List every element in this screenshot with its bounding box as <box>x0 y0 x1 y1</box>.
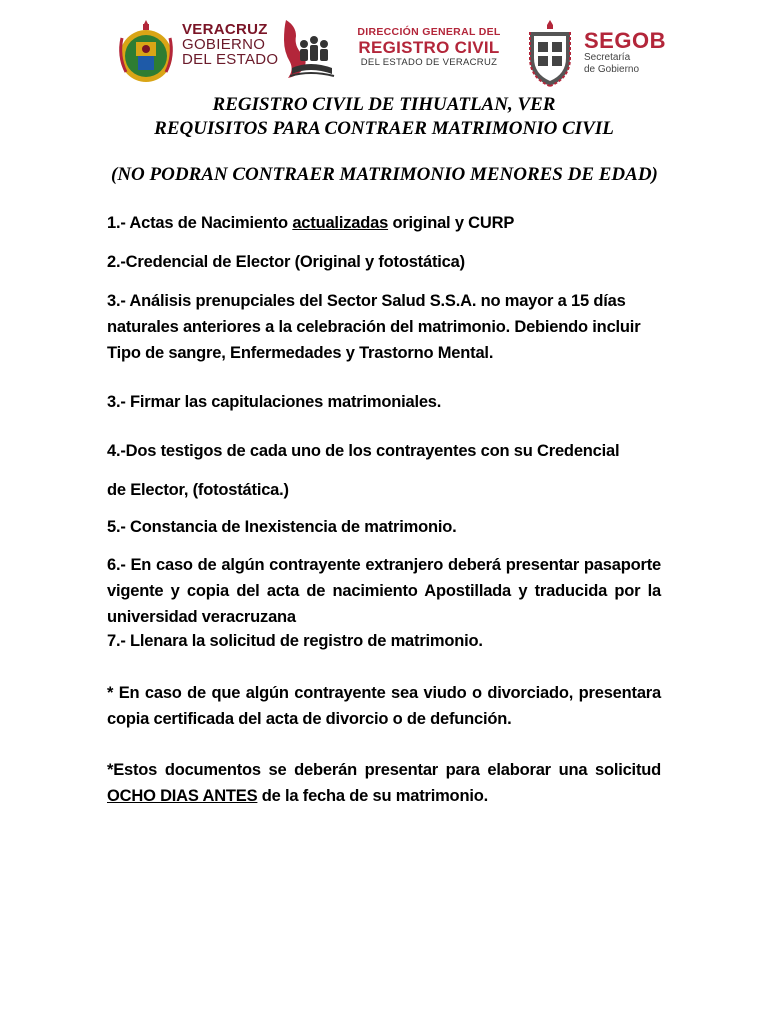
registro-civil-wordmark <box>344 26 514 68</box>
registro-civil-emblem-icon <box>276 16 340 86</box>
registro-civil-line: REGISTRO CIVIL <box>358 38 500 57</box>
requirement-3-analysis: 3.- Análisis prenupciales del Sector Salud S.S.A. no mayor a 15 días naturales anteriores a la celebración del matrimonio. Debiendo incluir Tipo de sangre, Enfermedades y Trastorno Mental. <box>107 292 641 362</box>
deadline-note <box>107 757 661 809</box>
segob-shield-icon <box>522 18 578 88</box>
gobierno-line: GOBIERNO <box>182 36 266 53</box>
document-title: REGISTRO CIVIL DE TIHUATLAN, VER <box>212 94 556 115</box>
header-logos <box>104 12 672 90</box>
veracruz-government-wordmark <box>182 22 278 67</box>
widow-divorce-note: * En caso de que algún contrayente sea viudo o divorciado, presentara copia certificada del acta de divorcio o de defunción. <box>107 684 661 728</box>
requirement-4-line2: de Elector, (fotostática.) <box>107 481 289 499</box>
requirement-4-line1: 4.-Dos testigos de cada uno de los contrayentes con su Credencial <box>107 442 620 460</box>
requirement-1-start: 1.- Actas de Nacimiento <box>107 214 293 232</box>
veracruz-line: VERACRUZ <box>182 21 268 38</box>
de-gobierno-line: de Gobierno <box>584 64 640 75</box>
requirement-1 <box>107 210 661 236</box>
minors-note: (NO PODRAN CONTRAER MATRIMONIO MENORES DE EDAD) <box>111 164 658 185</box>
requirement-7: 7.- Llenara la solicitud de registro de matrimonio. <box>107 632 483 650</box>
requirement-6: 6.- En caso de algún contrayente extranjero deberá presentar pasaporte vigente y copia del acta de nacimiento Apostillada y traducida por la universidad veracruzana <box>107 556 661 626</box>
requirement-3-capitulations: 3.- Firmar las capitulaciones matrimoniales. <box>107 393 442 411</box>
veracruz-coat-of-arms-icon <box>116 18 176 84</box>
document-subtitle: REQUISITOS PARA CONTRAER MATRIMONIO CIVIL <box>154 118 614 139</box>
deadline-start: *Estos documentos se deberán presentar para elaborar una solicitud <box>107 761 661 779</box>
requirement-1-end: original y CURP <box>388 214 515 232</box>
requirement-2: 2.-Credencial de Elector (Original y fotostática) <box>107 253 465 271</box>
segob-line: SEGOB <box>584 28 666 53</box>
del-estado-veracruz-line: DEL ESTADO DE VERACRUZ <box>360 57 498 68</box>
segob-wordmark <box>584 30 666 76</box>
requirement-1-emphasis: actualizadas <box>292 214 389 232</box>
secretaria-line: Secretaría <box>584 52 631 63</box>
deadline-end: de la fecha de su matrimonio. <box>257 787 488 805</box>
direccion-general-line: DIRECCIÓN GENERAL DEL <box>357 26 501 38</box>
del-estado-line: DEL ESTADO <box>182 51 279 68</box>
deadline-emphasis: OCHO DIAS ANTES <box>107 787 258 805</box>
requirement-5: 5.- Constancia de Inexistencia de matrimonio. <box>107 518 457 536</box>
